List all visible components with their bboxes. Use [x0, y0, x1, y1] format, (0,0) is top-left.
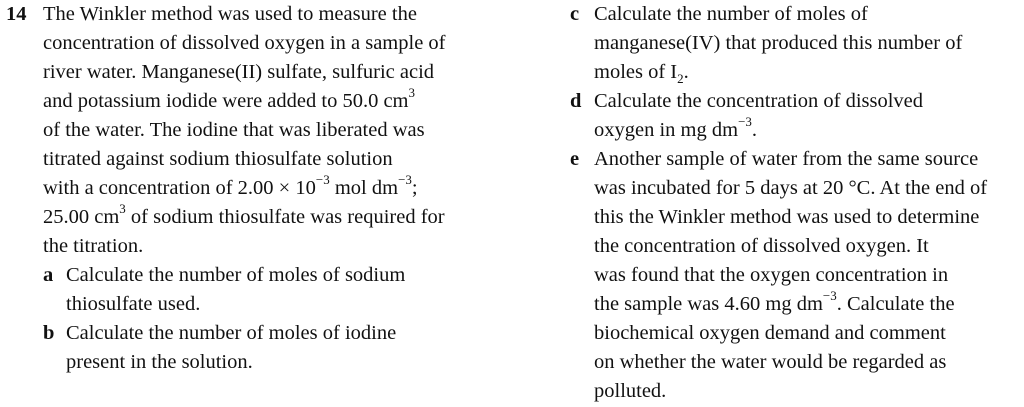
part-c-line-1: Calculate the number of moles of — [594, 3, 868, 25]
part-c-end: . — [683, 61, 689, 83]
intro-line-7 — [43, 174, 418, 202]
part-b-line-1: Calculate the number of moles of iodine — [66, 322, 397, 344]
intro-line-8 — [43, 203, 445, 231]
part-c-line-3-text: moles of I — [594, 61, 678, 83]
thio-volume-text: 25.00 cm — [43, 206, 120, 228]
question-number: 14 — [6, 3, 27, 25]
part-e-exponent: −3 — [822, 288, 837, 304]
part-d-end: . — [751, 119, 758, 141]
concentration-unit: mol dm — [329, 177, 399, 199]
part-e-line-4: the concentration of dissolved oxygen. It — [594, 235, 929, 257]
part-e-line-2: was incubated for 5 days at 20 °C. At the end of — [594, 177, 988, 199]
intro-line-2: concentration of dissolved oxygen in a sample of — [43, 32, 446, 54]
part-c-letter: c — [570, 3, 580, 25]
part-e-line-6 — [594, 290, 955, 318]
thio-cm3-superscript: 3 — [119, 201, 126, 217]
concentration-end: ; — [411, 177, 418, 199]
part-d-line-1: Calculate the concentration of dissolved — [594, 90, 924, 112]
part-d-line-2-text: oxygen in mg dm — [594, 119, 739, 141]
intro-line-9: the titration. — [43, 235, 144, 257]
part-e-line-8: on whether the water would be regarded as — [594, 351, 947, 373]
part-a-letter: a — [43, 264, 54, 286]
part-e-line-3: this the Winkler method was used to determine — [594, 206, 980, 228]
part-e-line-1: Another sample of water from the same source — [594, 148, 979, 170]
part-d-line-2 — [594, 116, 757, 144]
intro-line-1: The Winkler method was used to measure the — [43, 3, 417, 25]
part-e-line-6-rest: . Calculate the — [836, 293, 955, 315]
part-a-line-1: Calculate the number of moles of sodium — [66, 264, 406, 286]
intro-line-6: titrated against sodium thiosulfate solution — [43, 148, 393, 170]
i2-subscript: 2 — [677, 71, 684, 87]
intro-line-4 — [43, 87, 415, 115]
part-e-line-5: was found that the oxygen concentration in — [594, 264, 949, 286]
concentration-text: with a concentration of 2.00 × 10 — [43, 177, 316, 199]
concentration-exponent: −3 — [315, 172, 330, 188]
part-b-line-2: present in the solution. — [66, 351, 253, 373]
part-c-line-3 — [594, 58, 689, 86]
part-a-line-2: thiosulfate used. — [66, 293, 201, 315]
intro-line-4-text: and potassium iodide were added to 50.0 cm — [43, 90, 409, 112]
part-b-letter: b — [43, 322, 55, 344]
part-e-line-7: biochemical oxygen demand and comment — [594, 322, 946, 344]
part-e-line-9: polluted. — [594, 380, 667, 402]
concentration-unit-exponent: −3 — [398, 172, 412, 188]
intro-line-5: of the water. The iodine that was liberated was — [43, 119, 425, 141]
part-e-line-6-text: the sample was 4.60 mg dm — [594, 293, 823, 315]
part-d-exponent: −3 — [738, 114, 752, 130]
part-e-letter: e — [570, 148, 580, 170]
cm3-superscript: 3 — [408, 85, 415, 101]
part-c-line-2: manganese(IV) that produced this number of — [594, 32, 963, 54]
part-d-letter: d — [570, 90, 582, 112]
intro-line-3: river water. Manganese(II) sulfate, sulfuric acid — [43, 61, 435, 83]
thio-rest-text: of sodium thiosulfate was required for — [125, 206, 445, 228]
